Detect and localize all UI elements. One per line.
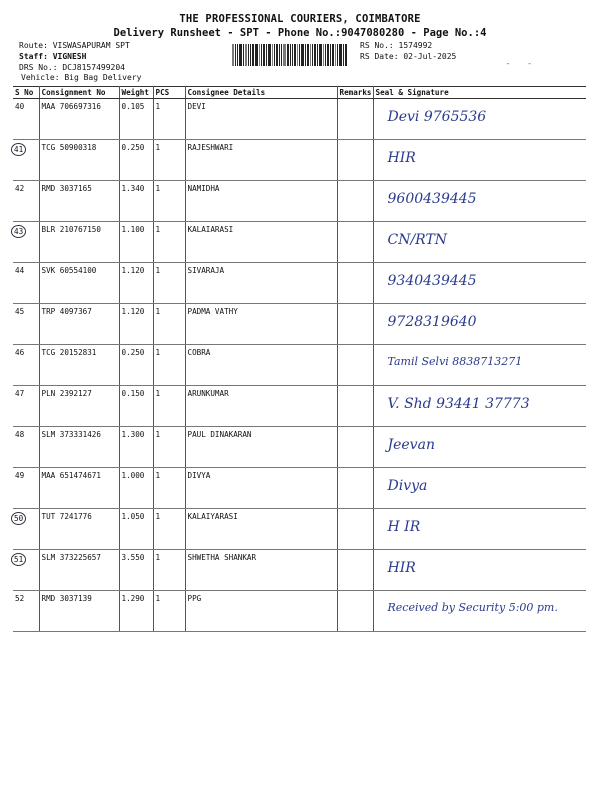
barcode-bar — [330, 44, 331, 66]
pcs-cell — [153, 386, 185, 427]
consignment-cell — [39, 550, 119, 591]
sno-text: 45 — [15, 307, 25, 316]
pcs-text: 1 — [155, 512, 161, 521]
consignee-cell — [185, 140, 337, 181]
handwritten-signature: Divya — [387, 478, 428, 494]
pcs-text: 1 — [155, 102, 161, 111]
table-row — [13, 345, 586, 386]
pcs-text: 1 — [155, 307, 161, 316]
sno-cell — [13, 222, 39, 263]
consignment-cell — [39, 181, 119, 222]
weight-cell — [119, 550, 153, 591]
table-header-row — [13, 87, 586, 99]
barcode-bar — [245, 44, 247, 66]
barcode-bar — [235, 44, 236, 66]
pcs-cell — [153, 181, 185, 222]
handwritten-signature: 9728319640 — [387, 314, 477, 330]
barcode-bar — [301, 44, 304, 66]
signature-cell — [373, 345, 586, 386]
weight-cell — [119, 345, 153, 386]
consignee-text: ARUNKUMAR — [187, 389, 229, 398]
consignment-text: SLM 373331426 — [41, 430, 101, 439]
weight-text: 1.050 — [121, 512, 145, 521]
weight-text: 0.250 — [121, 348, 145, 357]
consignee-cell — [185, 468, 337, 509]
consignment-cell — [39, 222, 119, 263]
weight-cell — [119, 222, 153, 263]
signature-cell — [373, 304, 586, 345]
barcode-bar — [283, 44, 286, 66]
company-name: THE PROFESSIONAL COURIERS, COIMBATORE — [179, 13, 421, 25]
barcode-bar — [261, 44, 262, 66]
weight-text: 0.105 — [121, 102, 145, 111]
remarks-cell — [337, 591, 373, 632]
consignee-cell — [185, 181, 337, 222]
consignee-text: NAMIDHA — [187, 184, 220, 193]
weight-text: 0.150 — [121, 389, 145, 398]
barcode-bar — [232, 44, 234, 66]
barcode-bar — [345, 44, 347, 66]
sno-cell — [13, 591, 39, 632]
signature-cell — [373, 222, 586, 263]
barcode-bar — [248, 44, 249, 66]
signature-cell — [373, 591, 586, 632]
consignment-cell — [39, 509, 119, 550]
pcs-cell — [153, 468, 185, 509]
runsheet-table — [13, 86, 586, 632]
consignee-text: KALAIARASI — [187, 225, 234, 234]
pcs-cell — [153, 509, 185, 550]
pcs-cell — [153, 550, 185, 591]
pcs-text: 1 — [155, 594, 161, 603]
barcode-bar — [268, 44, 271, 66]
sno-cell — [13, 386, 39, 427]
barcode-bar — [312, 44, 313, 66]
pcs-text: 1 — [155, 266, 161, 275]
barcode-bar — [252, 44, 254, 66]
barcode-bar — [323, 44, 324, 66]
remarks-cell — [337, 304, 373, 345]
remarks-cell — [337, 140, 373, 181]
remarks-cell — [337, 345, 373, 386]
rs-no-field: RS No.: 1574992 — [360, 41, 433, 50]
handwritten-signature: CN/RTN — [387, 232, 448, 248]
signature-cell — [373, 427, 586, 468]
weight-text: 1.290 — [121, 594, 145, 603]
weight-text: 1.120 — [121, 266, 145, 275]
weight-text: 1.300 — [121, 430, 145, 439]
runsheet-title: Delivery Runsheet - SPT - Phone No.:9047080280 - Page No.:4 — [113, 27, 487, 39]
handwritten-signature: Jeevan — [387, 437, 435, 453]
handwritten-signature: 9340439445 — [387, 273, 477, 289]
sno-text: 49 — [15, 471, 25, 480]
vehicle-field: Vehicle: Big Bag Delivery — [21, 73, 142, 82]
signature-cell — [373, 509, 586, 550]
barcode-bar — [276, 44, 278, 66]
remarks-cell — [337, 509, 373, 550]
barcode-bar — [332, 44, 334, 66]
pcs-text: 1 — [155, 184, 161, 193]
col-header-pcs: PCS — [153, 87, 185, 99]
sno-text: 43 — [11, 225, 26, 238]
handwritten-signature: HIR — [387, 560, 416, 576]
signature-cell — [373, 386, 586, 427]
sno-text: 48 — [15, 430, 25, 439]
barcode-bar — [297, 44, 298, 66]
consignment-cell — [39, 304, 119, 345]
barcode-bar — [325, 44, 326, 66]
meta-left — [19, 40, 130, 73]
consignment-text: SVK 60554100 — [41, 266, 97, 275]
consignment-text: MAA 651474671 — [41, 471, 101, 480]
remarks-cell — [337, 222, 373, 263]
signature-cell — [373, 468, 586, 509]
consignee-cell — [185, 345, 337, 386]
signature-cell — [373, 263, 586, 304]
weight-cell — [119, 140, 153, 181]
consignment-cell — [39, 140, 119, 181]
pcs-cell — [153, 304, 185, 345]
barcode-bar — [317, 44, 318, 66]
remarks-cell — [337, 263, 373, 304]
weight-cell — [119, 304, 153, 345]
barcode-bar — [314, 44, 316, 66]
pcs-cell — [153, 345, 185, 386]
consignee-text: SHWETHA SHANKAR — [187, 553, 257, 562]
barcode-bar — [255, 44, 258, 66]
sno-cell — [13, 427, 39, 468]
barcode-bar — [335, 44, 336, 66]
consignment-text: TCG 20152831 — [41, 348, 97, 357]
barcode-bar — [305, 44, 306, 66]
consignment-cell — [39, 591, 119, 632]
sno-cell — [13, 304, 39, 345]
signature-cell — [373, 140, 586, 181]
consignment-cell — [39, 468, 119, 509]
consignment-cell — [39, 427, 119, 468]
pcs-cell — [153, 263, 185, 304]
consignee-cell — [185, 263, 337, 304]
remarks-cell — [337, 99, 373, 140]
barcode-bar — [343, 44, 344, 66]
barcode-bar — [327, 44, 329, 66]
col-header-remarks: Remarks — [337, 87, 373, 99]
sno-text: 50 — [11, 512, 26, 525]
consignee-cell — [185, 427, 337, 468]
weight-cell — [119, 427, 153, 468]
pcs-text: 1 — [155, 225, 161, 234]
handwritten-signature: H IR — [387, 519, 421, 535]
barcode-bar — [292, 44, 293, 66]
consignment-cell — [39, 263, 119, 304]
barcode-bar — [243, 44, 244, 66]
barcode-bar — [272, 44, 273, 66]
signature-cell — [373, 99, 586, 140]
consignee-text: PPG — [187, 594, 202, 603]
consignee-text: PADMA VATHY — [187, 307, 238, 316]
consignee-text: KALAIYARASI — [187, 512, 238, 521]
sno-cell — [13, 509, 39, 550]
table-row — [13, 427, 586, 468]
signature-cell — [373, 550, 586, 591]
barcode-bar — [299, 44, 300, 66]
consignment-text: TRP 4097367 — [41, 307, 92, 316]
pcs-text: 1 — [155, 389, 161, 398]
handwritten-signature: Tamil Selvi 8838713271 — [387, 355, 523, 368]
consignment-cell — [39, 345, 119, 386]
pcs-text: 1 — [155, 430, 161, 439]
pcs-text: 1 — [155, 471, 161, 480]
barcode-bar — [337, 44, 338, 66]
barcode-bar — [259, 44, 260, 66]
sno-text: 52 — [15, 594, 25, 603]
consignee-cell — [185, 550, 337, 591]
consignee-text: DEVI — [187, 102, 206, 111]
signature-cell — [373, 181, 586, 222]
barcode-bar — [239, 44, 242, 66]
pcs-cell — [153, 591, 185, 632]
handwritten-signature: V. Shd 93441 37773 — [387, 396, 530, 412]
barcode-bar — [263, 44, 265, 66]
sno-cell — [13, 140, 39, 181]
weight-text: 1.100 — [121, 225, 145, 234]
weight-text: 0.250 — [121, 143, 145, 152]
table-row — [13, 386, 586, 427]
consignment-text: RMD 3037165 — [41, 184, 92, 193]
consignment-text: RMD 3037139 — [41, 594, 92, 603]
handwritten-signature: 9600439445 — [387, 191, 477, 207]
weight-cell — [119, 468, 153, 509]
sno-text: 42 — [15, 184, 25, 193]
consignment-cell — [39, 386, 119, 427]
pcs-text: 1 — [155, 348, 161, 357]
meta-right — [360, 40, 456, 62]
weight-cell — [119, 509, 153, 550]
consignee-text: DIVYA — [187, 471, 211, 480]
staff-field: Staff: VIGNESH — [19, 52, 87, 61]
remarks-cell — [337, 386, 373, 427]
pencil-marks: - - — [505, 59, 538, 68]
consignee-text: PAUL DINAKARAN — [187, 430, 252, 439]
consignee-cell — [185, 304, 337, 345]
weight-cell — [119, 263, 153, 304]
table-row — [13, 509, 586, 550]
table-row — [13, 222, 586, 263]
barcode-bar — [274, 44, 275, 66]
sno-cell — [13, 263, 39, 304]
barcode-bar — [339, 44, 342, 66]
barcode-bar — [266, 44, 267, 66]
barcode-bar — [287, 44, 289, 66]
weight-text: 1.120 — [121, 307, 145, 316]
barcode-bar — [281, 44, 282, 66]
consignment-text: MAA 706697316 — [41, 102, 101, 111]
barcode-bar — [237, 44, 238, 66]
sno-cell — [13, 181, 39, 222]
table-row — [13, 263, 586, 304]
sno-text: 46 — [15, 348, 25, 357]
table-row — [13, 550, 586, 591]
remarks-cell — [337, 550, 373, 591]
col-header-signature: Seal & Signature — [373, 87, 586, 99]
consignee-text: RAJESHWARI — [187, 143, 234, 152]
sno-cell — [13, 550, 39, 591]
remarks-cell — [337, 181, 373, 222]
barcode — [232, 44, 352, 66]
barcode-bar — [290, 44, 291, 66]
col-header-consignee: Consignee Details — [185, 87, 337, 99]
handwritten-signature: Devi 9765536 — [387, 109, 487, 125]
weight-cell — [119, 181, 153, 222]
remarks-cell — [337, 427, 373, 468]
consignee-text: SIVARAJA — [187, 266, 225, 275]
drs-field: DRS No.: DCJ8157499204 — [19, 63, 125, 72]
weight-cell — [119, 386, 153, 427]
weight-text: 1.340 — [121, 184, 145, 193]
sno-text: 41 — [11, 143, 26, 156]
col-header-consignment: Consignment No — [39, 87, 119, 99]
consignment-text: TCG 50900318 — [41, 143, 97, 152]
sno-cell — [13, 345, 39, 386]
table-row — [13, 304, 586, 345]
pcs-cell — [153, 99, 185, 140]
consignment-text: SLM 373225657 — [41, 553, 101, 562]
rs-date-field: RS Date: 02-Jul-2025 — [360, 52, 457, 61]
sno-text: 51 — [11, 553, 26, 566]
col-header-sno: S No — [13, 87, 39, 99]
weight-cell — [119, 591, 153, 632]
remarks-cell — [337, 468, 373, 509]
barcode-bar — [310, 44, 311, 66]
table-row — [13, 468, 586, 509]
consignment-text: BLR 210767150 — [41, 225, 101, 234]
consignee-cell — [185, 99, 337, 140]
barcode-bar — [294, 44, 296, 66]
table-row — [13, 140, 586, 181]
sno-cell — [13, 468, 39, 509]
consignee-cell — [185, 591, 337, 632]
table-row — [13, 591, 586, 632]
consignment-text: PLN 2392127 — [41, 389, 92, 398]
barcode-bar — [250, 44, 251, 66]
weight-text: 3.550 — [121, 553, 145, 562]
consignee-cell — [185, 509, 337, 550]
handwritten-signature: Received by Security 5:00 pm. — [387, 601, 558, 614]
pcs-text: 1 — [155, 553, 161, 562]
consignment-cell — [39, 99, 119, 140]
pcs-cell — [153, 427, 185, 468]
sno-text: 40 — [15, 102, 25, 111]
sno-text: 47 — [15, 389, 25, 398]
handwritten-signature: HIR — [387, 150, 416, 166]
sno-cell — [13, 99, 39, 140]
weight-cell — [119, 99, 153, 140]
table-row — [13, 181, 586, 222]
consignee-cell — [185, 222, 337, 263]
weight-text: 1.000 — [121, 471, 145, 480]
col-header-weight: Weight — [119, 87, 153, 99]
sno-text: 44 — [15, 266, 25, 275]
consignment-text: TUT 7241776 — [41, 512, 92, 521]
pcs-text: 1 — [155, 143, 161, 152]
consignee-cell — [185, 386, 337, 427]
barcode-bar — [319, 44, 322, 66]
consignee-text: COBRA — [187, 348, 211, 357]
pcs-cell — [153, 140, 185, 181]
route-field: Route: VISWASAPURAM SPT — [19, 41, 130, 50]
pcs-cell — [153, 222, 185, 263]
barcode-bar — [307, 44, 309, 66]
barcode-bar — [279, 44, 280, 66]
table-row — [13, 99, 586, 140]
